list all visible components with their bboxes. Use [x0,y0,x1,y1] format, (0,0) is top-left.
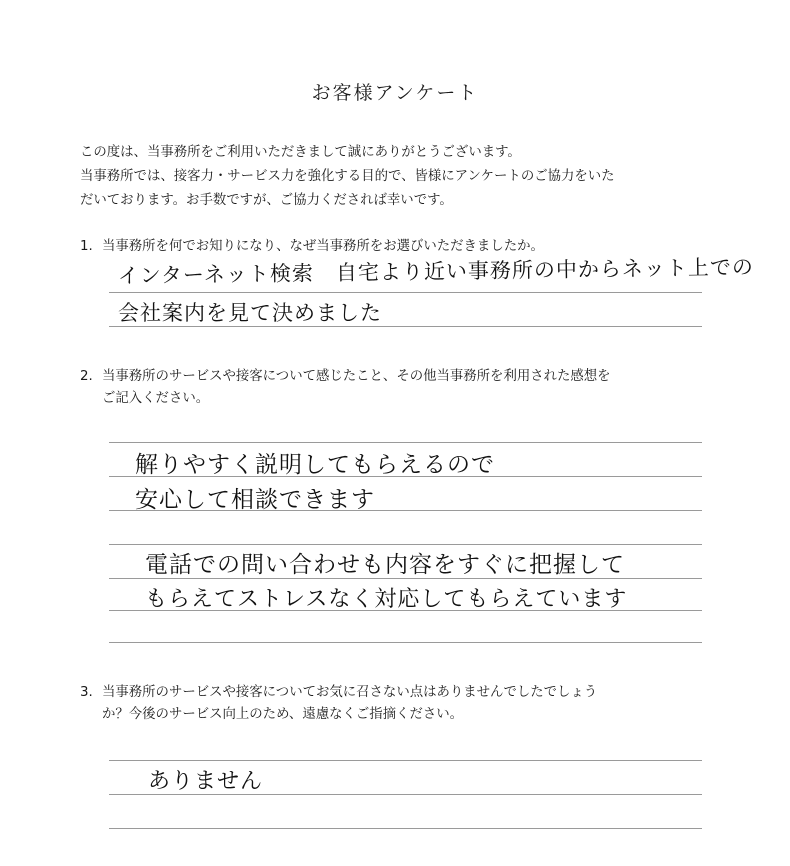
handwritten-answer: 解りやすく説明してもらえるので [135,452,495,478]
question-2 [80,366,611,410]
intro-text [80,141,740,213]
question-text: ご記入ください。 [102,391,210,406]
intro-line: 当事務所では、接客力・サービス力を強化する目的で、皆様にアンケートのご協力をいた [80,169,615,184]
answer-rule [109,642,702,643]
question-number: 2. [80,369,93,384]
answer-rule [109,292,702,293]
intro-line: この度は、当事務所をご利用いただきまして誠にありがとうございます。 [80,145,521,160]
question-number: 1. [80,239,93,254]
question-text: か？今後のサービス向上のため、遠慮なくご指摘ください。 [102,707,464,722]
handwritten-answer: 電話での問い合わせも内容をすぐに把握して [145,552,625,578]
handwritten-answer: インターネット検索 自宅より近い事務所の中からネット上での [117,255,755,289]
question-3 [80,682,597,726]
question-text: 当事務所を何でお知りになり、なぜ当事務所をお選びいただきましたか。 [102,239,544,254]
answer-rule [109,760,702,761]
intro-line: だいております。お手数ですが、ご協力くだされば幸いです。 [80,193,453,208]
question-text: 当事務所のサービスや接客について感じたこと、その他当事務所を利用された感想を [102,369,611,384]
question-number: 3. [80,685,93,700]
handwritten-answer: もらえてストレスなく対応してもらえています [145,587,628,612]
handwritten-answer: 会社案内を見て決めました [118,301,382,325]
question-text: 当事務所のサービスや接客についてお気に召さない点はありませんでしたでしょう [102,685,598,700]
survey-title: お客様アンケート [311,82,479,104]
handwritten-answer: 安心して相談できます [135,487,375,513]
answer-rule [109,442,702,443]
answer-rule [109,828,702,829]
answer-rule [109,544,702,545]
handwritten-answer: ありません [148,769,264,794]
